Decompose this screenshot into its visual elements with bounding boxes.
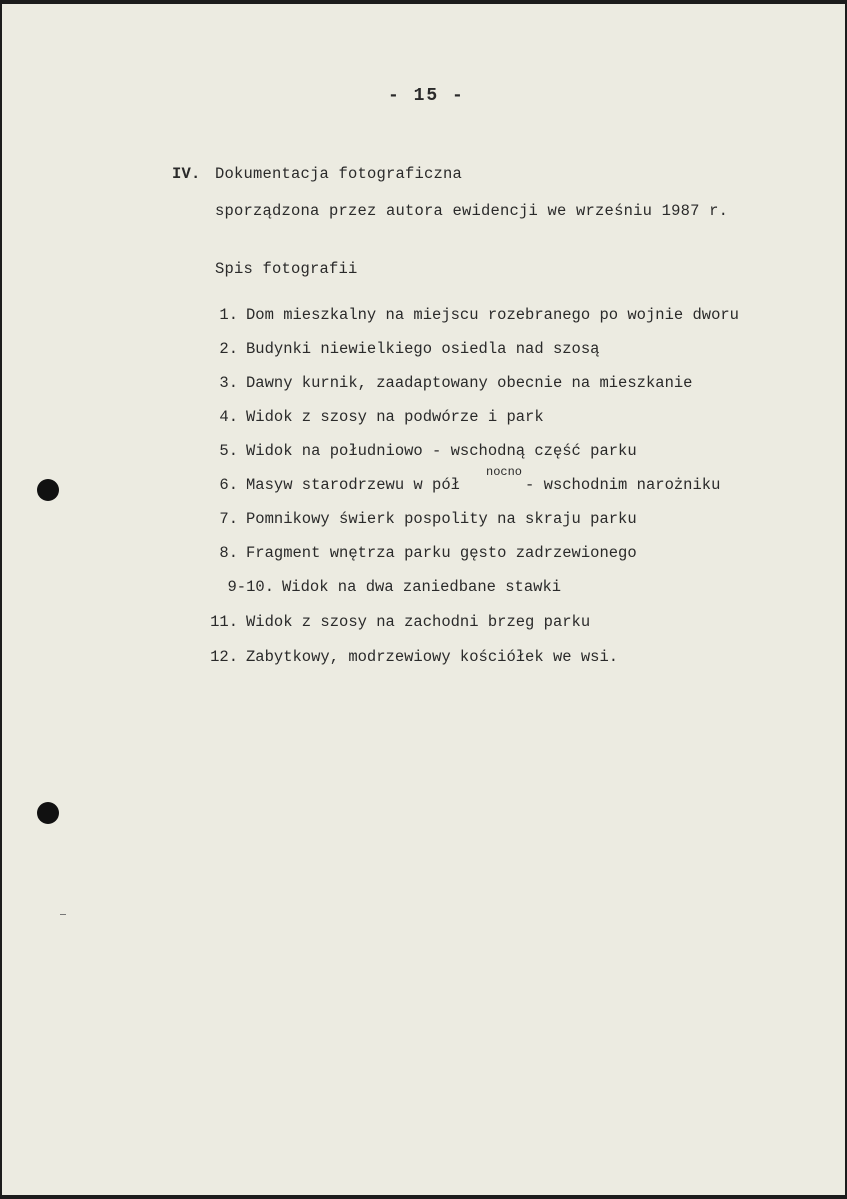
list-item-text: Widok na południowo - wschodną część parku [246,442,637,460]
list-item-text: Budynki niewielkiego osiedla nad szosą [246,340,600,358]
list-item-number: 6. [219,476,238,494]
list-item-text: Dawny kurnik, zaadaptowany obecnie na mieszkanie [246,374,693,392]
stray-mark [60,914,66,915]
list-item-text: Widok na dwa zaniedbane stawki [282,578,562,596]
section-subtitle: sporządzona przez autora ewidencji we wrześniu 1987 r. [215,202,729,220]
punch-hole-bottom [37,802,59,824]
list-item-number: 8. [219,544,238,562]
punch-hole-top [37,479,59,501]
list-heading: Spis fotografii [215,260,358,278]
list-item-text: Widok z szosy na podwórze i park [246,408,544,426]
list-item-number: 2. [219,340,238,358]
list-item-number: 4. [219,408,238,426]
section-title: Dokumentacja fotograficzna [215,165,463,183]
list-item-number: 5. [219,442,238,460]
list-item-number: 7. [219,510,238,528]
list-item-number: 3. [219,374,238,392]
list-item-text: Masyw starodrzewu w pół - wschodnim narożniku [246,476,721,494]
list-item-number: 1. [219,306,238,324]
list-item-number: 12. [210,648,238,666]
list-item-text: Zabytkowy, modrzewiowy kościółek we wsi. [246,648,619,666]
page-number: - 15 - [388,86,465,106]
list-item-number: 11. [210,613,238,631]
list-item-text: Dom mieszkalny na miejscu rozebranego po wojnie dworu [246,306,739,324]
list-item-text: Pomnikowy świerk pospolity na skraju parku [246,510,637,528]
list-item-number: 9-10. [227,578,274,596]
list-item-text: Fragment wnętrza parku gęsto zadrzewionego [246,544,637,562]
section-number: IV. [172,165,201,183]
handwritten-insert: nocno [486,465,523,479]
document-page [2,4,845,1195]
list-item-text: Widok z szosy na zachodni brzeg parku [246,613,591,631]
